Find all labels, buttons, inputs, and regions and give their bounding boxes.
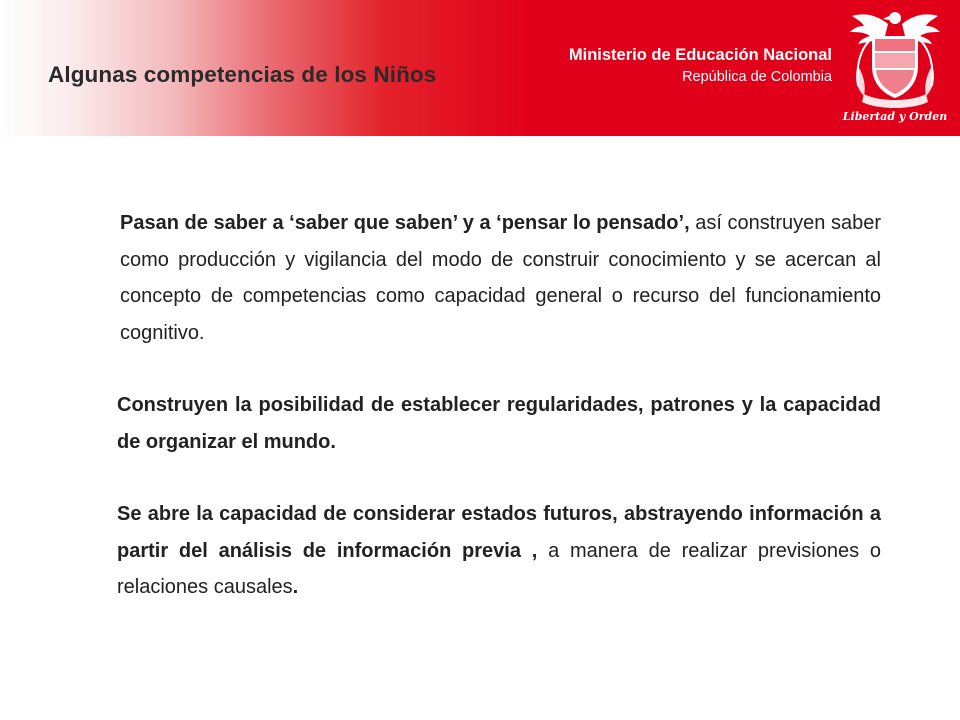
- paragraph-3-period: .: [292, 576, 299, 598]
- motto-text: Libertad y Orden: [842, 110, 948, 123]
- ministry-name: Ministerio de Educación Nacional: [568, 46, 832, 64]
- paragraph-1-bold: Pasan de saber a ‘saber que saben’ y a ‘pensar lo pensado’,: [120, 212, 690, 234]
- paragraph-3: [117, 496, 881, 606]
- page-title: Algunas competencias de los Niños: [48, 62, 437, 87]
- paragraph-2-bold: Construyen la posibilidad de establecer regularidades, patrones y la capacidad de organizar el mundo.: [117, 394, 881, 453]
- slide-content: [117, 205, 881, 642]
- paragraph-1: [117, 205, 881, 351]
- paragraph-3-regular: a manera de realizar previsiones o relaciones causales: [117, 539, 881, 598]
- paragraph-1-regular: así construyen saber como producción y vigilancia del modo de construir conocimiento y se acercan al concepto de competencias como capacidad general o recurso del funcionamiento cognitivo.: [120, 212, 881, 344]
- colombia-coat-of-arms-icon: [842, 6, 948, 130]
- paragraph-3-bold: Se abre la capacidad de considerar estados futuros, abstrayendo información a partir del análisis de información previa ,: [117, 503, 881, 562]
- country-name: República de Colombia: [682, 69, 832, 85]
- paragraph-2: [117, 387, 881, 460]
- ministry-block: [569, 44, 832, 88]
